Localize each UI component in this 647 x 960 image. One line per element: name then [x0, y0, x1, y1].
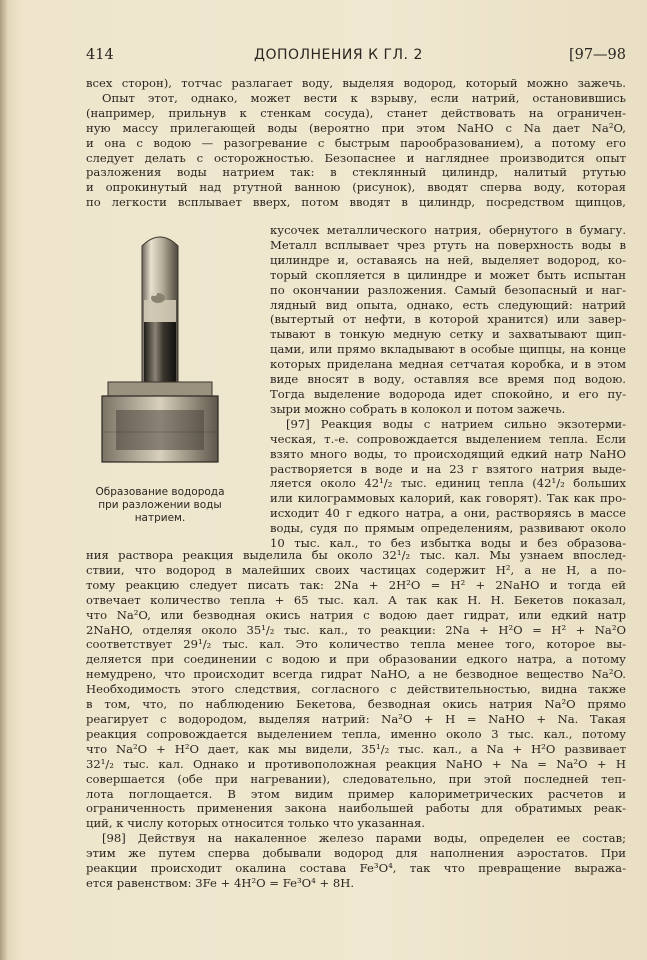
- text-line: (вытертый от нефти, в которой хранится) или завер-: [270, 312, 626, 327]
- text-line: [97] Реакция воды с натрием сильно экзотерми-: [286, 416, 626, 431]
- text-line: ческая, т.-е. сопровождается выделением тепла. Если: [270, 431, 626, 446]
- caption-line: Образование водорода: [95, 486, 225, 498]
- apparatus-figure: [92, 232, 228, 470]
- caption-line: натрием.: [134, 512, 186, 524]
- page-number: 414: [86, 47, 114, 63]
- text-line: отвечает количество тепла + 65 тыс. кал. А так как Н. Н. Бекетов показал,: [86, 592, 626, 607]
- text-line: [98] Действуя на накаленное железо парами воды, определен ее состав;: [102, 831, 626, 846]
- text-block-bottom: [86, 548, 626, 891]
- figure-caption: [80, 486, 240, 525]
- text-line: совершается (обе при нагревании), следовательно, при этой последней теп-: [86, 771, 626, 786]
- text-block-top: [86, 76, 626, 210]
- text-line: и опрокинутый над ртутной ванною (рисунок), вводят сперва воду, которая: [86, 180, 626, 195]
- text-line: что Na²O, или безводная окись натрия с водою дает гидрат, или едкий натр: [86, 607, 626, 622]
- text-line: исходит 40 г едкого натра, а они, растворяясь в массе: [270, 506, 626, 521]
- text-line: разложения воды натрием так: в стеклянный цилиндр, налитый ртутью: [86, 165, 626, 180]
- text-line: взято много воды, то происходящий едкий натр NaHO: [270, 446, 626, 461]
- bath-rim: [108, 382, 212, 396]
- text-line: ствии, что водород в малейших своих частицах содержит H², а не H, а по-: [86, 562, 626, 577]
- page-gutter-shadow: [0, 0, 8, 960]
- text-line: зыри можно собрать в колокол и потом зажечь.: [270, 401, 566, 416]
- text-line: виде вносят в воду, оставляя все время под водою.: [270, 372, 626, 387]
- text-line: кусочек металлического натрия, обернутого в бумагу.: [270, 223, 626, 237]
- text-line: реакции происходит окалина состава Fe³O⁴, так что превращение выража-: [86, 861, 626, 876]
- section-range: [97—98: [568, 47, 626, 63]
- text-line: 10 тыс. кал., то без избытка воды и без образова-: [270, 536, 626, 551]
- text-line: которых приделана медная сетчатая коробка, и в этом: [270, 357, 626, 372]
- text-line: Необходимость этого следствия, согласного с действительностью, видна также: [86, 682, 626, 697]
- text-line: Металл всплывает чрез ртуть на поверхность воды в: [270, 237, 626, 252]
- running-title: ДОПОЛНЕНИЯ К ГЛ. 2: [254, 47, 423, 63]
- text-line: ограниченность применения закона наибольшей работы для обратимых реак-: [86, 801, 626, 816]
- text-line: реагирует с водородом, выделяя натрий: Na²O + H = NaHO + Na. Такая: [86, 711, 626, 726]
- text-line: следует делать с осторожностью. Безопаснее и нагляднее производится опыт: [86, 150, 626, 165]
- text-line: или килограммовых калорий, как говорят). Так как про-: [270, 491, 626, 506]
- text-block-beside-figure: [270, 223, 626, 551]
- text-line: лядный вид опыта, однако, есть следующий: натрий: [270, 297, 626, 312]
- text-line: Тогда выделение водорода идет спокойно, и его пу-: [270, 386, 626, 401]
- text-line: всех сторон), тотчас разлагает воду, выделяя водород, который можно зажечь.: [86, 76, 626, 90]
- text-line: (например, прильнув к стенкам сосуда), станет действовать на ограничен-: [86, 105, 626, 120]
- text-line: и она с водою — разогревание с быстрым парообразованием), а потому его: [86, 135, 626, 150]
- text-line: немудрено, что происходит всегда гидрат NaHO, а не безводное вещество Na²O.: [86, 667, 626, 682]
- text-line: этим же путем сперва добывали водород для наполнения аэростатов. При: [86, 846, 626, 861]
- caption-line: при разложении воды: [98, 499, 222, 511]
- text-line: воды, судя по прямым определениям, развивают около: [270, 521, 626, 536]
- text-line: соответствует 29¹/₂ тыс. кал. Это количество тепла менее того, которое вы-: [86, 637, 626, 652]
- text-line: ную массу прилегающей воды (вероятно при этом NaHO с Na дает Na²O,: [86, 120, 626, 135]
- text-line: ния раствора реакция выделила бы около 32¹/₂ тыс. кал. Мы узнаем впослед-: [86, 548, 626, 562]
- text-line: деляется при соединении с водою и при образовании едкого натра, а потому: [86, 652, 626, 667]
- text-line: торый скопляется в цилиндре и может быть испытан: [270, 267, 626, 282]
- text-line: растворяется в воде и на 23 г взятого натрия выде-: [270, 461, 626, 476]
- text-line: 2NaHO, отделяя около 35¹/₂ тыс. кал., то реакции: 2Na + H²O = H² + Na²O: [86, 622, 626, 637]
- text-line: ций, к числу которых относится только что указанная.: [86, 816, 425, 831]
- text-line: что Na²O + H²O дает, как мы видели, 35¹/₂ тыс. кал., а Na + H²O развивает: [86, 741, 626, 756]
- text-line: цилиндре и, оставаясь на ней, выделяет водород, ко-: [270, 252, 626, 267]
- text-line: реакция сопровождается выделением тепла, именно около 3 тыс. кал., потому: [86, 726, 626, 741]
- text-line: тому реакцию следует писать так: 2Na + 2H²O = H² + 2NaHO и тогда ей: [86, 577, 626, 592]
- text-line: ляется около 42¹/₂ тыс. единиц тепла (42¹/₂ больших: [270, 476, 626, 491]
- water-column: [144, 300, 176, 322]
- text-line: цами, или прямо вкладывают в особые щипцы, на конце: [270, 342, 626, 357]
- text-line: ется равенством: 3Fe + 4H²O = Fe³O⁴ + 8H.: [86, 875, 355, 890]
- text-line: 32¹/₂ тыс. кал. Однако и противоположная реакция NaHO + Na = Na²O + H: [86, 756, 626, 771]
- page-header: [86, 47, 626, 71]
- text-line: тывают в тонкую медную сетку и захватывают щип-: [270, 327, 626, 342]
- text-line: лота поглощается. В этом видим пример калориметрических расчетов и: [86, 786, 626, 801]
- text-line: по окончании разложения. Самый безопасный и наг-: [270, 282, 626, 297]
- text-line: Опыт этот, однако, может вести к взрыву, если натрий, остановившись: [102, 90, 626, 105]
- text-line: в том, что, по наблюдению Бекетова, безводная окись натрия Na²O прямо: [86, 697, 626, 712]
- text-line: по легкости всплывает вверх, потом вводят в цилиндр, посредством щипцов,: [86, 195, 626, 210]
